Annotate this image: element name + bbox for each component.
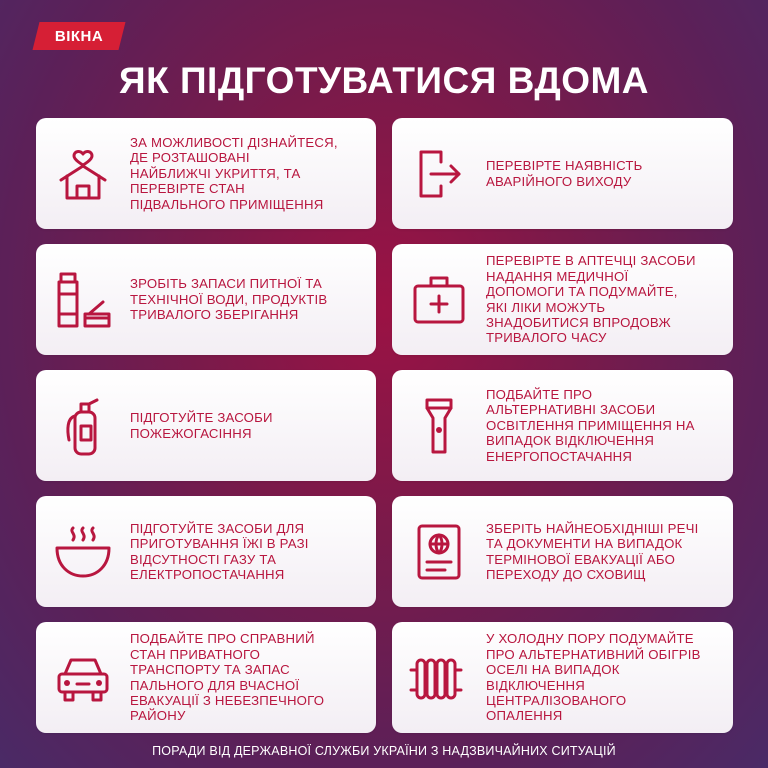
radiator-icon xyxy=(400,646,478,710)
tip-card-exit xyxy=(392,118,733,229)
exit-door-icon xyxy=(400,142,478,206)
page-title: ЯК ПІДГОТУВАТИСЯ ВДОМА xyxy=(118,60,650,101)
tip-card-heating xyxy=(392,622,733,733)
car-icon xyxy=(44,646,122,710)
tip-card-documents xyxy=(392,496,733,607)
bottle-can-icon xyxy=(44,268,122,332)
tip-text: ПІДГОТУЙТЕ ЗАСОБИ ПОЖЕЖОГАСІННЯ xyxy=(130,410,273,441)
flashlight-icon xyxy=(400,394,478,458)
tips-grid xyxy=(36,118,733,733)
passport-icon xyxy=(400,520,478,584)
tip-text: ЗА МОЖЛИВОСТІ ДІЗНАЙТЕСЯ, ДЕ РОЗТАШОВАНІ НАЙБЛИЖЧІ УКРИТТЯ, ТА ПЕРЕВІРТЕ СТАН ПІДВАЛЬНОГО ПРИМІЩЕННЯ xyxy=(130,134,338,212)
fire-extinguisher-icon xyxy=(44,394,122,458)
tip-text: ПЕРЕВІРТЕ В АПТЕЧЦІ ЗАСОБИ НАДАННЯ МЕДИЧНОЇ ДОПОМОГИ ТА ПОДУМАЙТЕ, ЯКІ ЛІКИ МОЖУТЬ ЗНАДОБИТИСЯ ВПРОДОВЖ ТРИВАЛОГО ЧАСУ xyxy=(486,253,696,346)
tip-card-lighting xyxy=(392,370,733,481)
tip-text: ЗРОБІТЬ ЗАПАСИ ПИТНОЇ ТА ТЕХНІЧНОЇ ВОДИ, ПРОДУКТІВ ТРИВАЛОГО ЗБЕРІГАННЯ xyxy=(130,276,328,323)
tip-text: У ХОЛОДНУ ПОРУ ПОДУМАЙТЕ ПРО АЛЬТЕРНАТИВНИЙ ОБІГРІВ ОСЕЛІ НА ВИПАДОК ВІДКЛЮЧЕННЯ ЦЕНТРАЛІЗОВАНОГО ОПАЛЕННЯ xyxy=(486,631,701,724)
tip-card-first-aid xyxy=(392,244,733,355)
tip-text: ПІДГОТУЙТЕ ЗАСОБИ ДЛЯ ПРИГОТУВАННЯ ЇЖІ В РАЗІ ВІДСУТНОСТІ ГАЗУ ТА ЕЛЕКТРОПОСТАЧАННЯ xyxy=(130,520,309,582)
footer-credit: ПОРАДИ ВІД ДЕРЖАВНОЇ СЛУЖБИ УКРАЇНИ З НАДЗВИЧАЙНИХ СИТУАЦІЙ xyxy=(152,744,616,758)
tip-card-shelter xyxy=(36,118,376,229)
brand-logo-text: ВІКНА xyxy=(54,27,104,45)
hot-bowl-icon xyxy=(44,520,122,584)
tip-text: ПОДБАЙТЕ ПРО СПРАВНИЙ СТАН ПРИВАТНОГО ТРАНСПОРТУ ТА ЗАПАС ПАЛЬНОГО ДЛЯ ВЧАСНОЇ ЕВАКУАЦІЇ З НЕБЕЗПЕЧНОГО РАЙОНУ xyxy=(130,631,325,724)
tip-card-cooking xyxy=(36,496,376,607)
tip-card-supplies xyxy=(36,244,376,355)
first-aid-kit-icon xyxy=(400,268,478,332)
house-heart-icon xyxy=(44,142,122,206)
tip-text: ПОДБАЙТЕ ПРО АЛЬТЕРНАТИВНІ ЗАСОБИ ОСВІТЛЕННЯ ПРИМІЩЕННЯ НА ВИПАДОК ВІДКЛЮЧЕННЯ ЕНЕРГОПОСТАЧАННЯ xyxy=(486,386,695,464)
tip-card-transport xyxy=(36,622,376,733)
tip-card-fire xyxy=(36,370,376,481)
brand-logo xyxy=(33,22,126,50)
tip-text: ЗБЕРІТЬ НАЙНЕОБХІДНІШІ РЕЧІ ТА ДОКУМЕНТИ НА ВИПАДОК ТЕРМІНОВОЇ ЕВАКУАЦІЇ АБО ПЕРЕХОДУ ДО СХОВИЩ xyxy=(486,520,699,582)
tip-text: ПЕРЕВІРТЕ НАЯВНІСТЬ АВАРІЙНОГО ВИХОДУ xyxy=(486,158,643,189)
